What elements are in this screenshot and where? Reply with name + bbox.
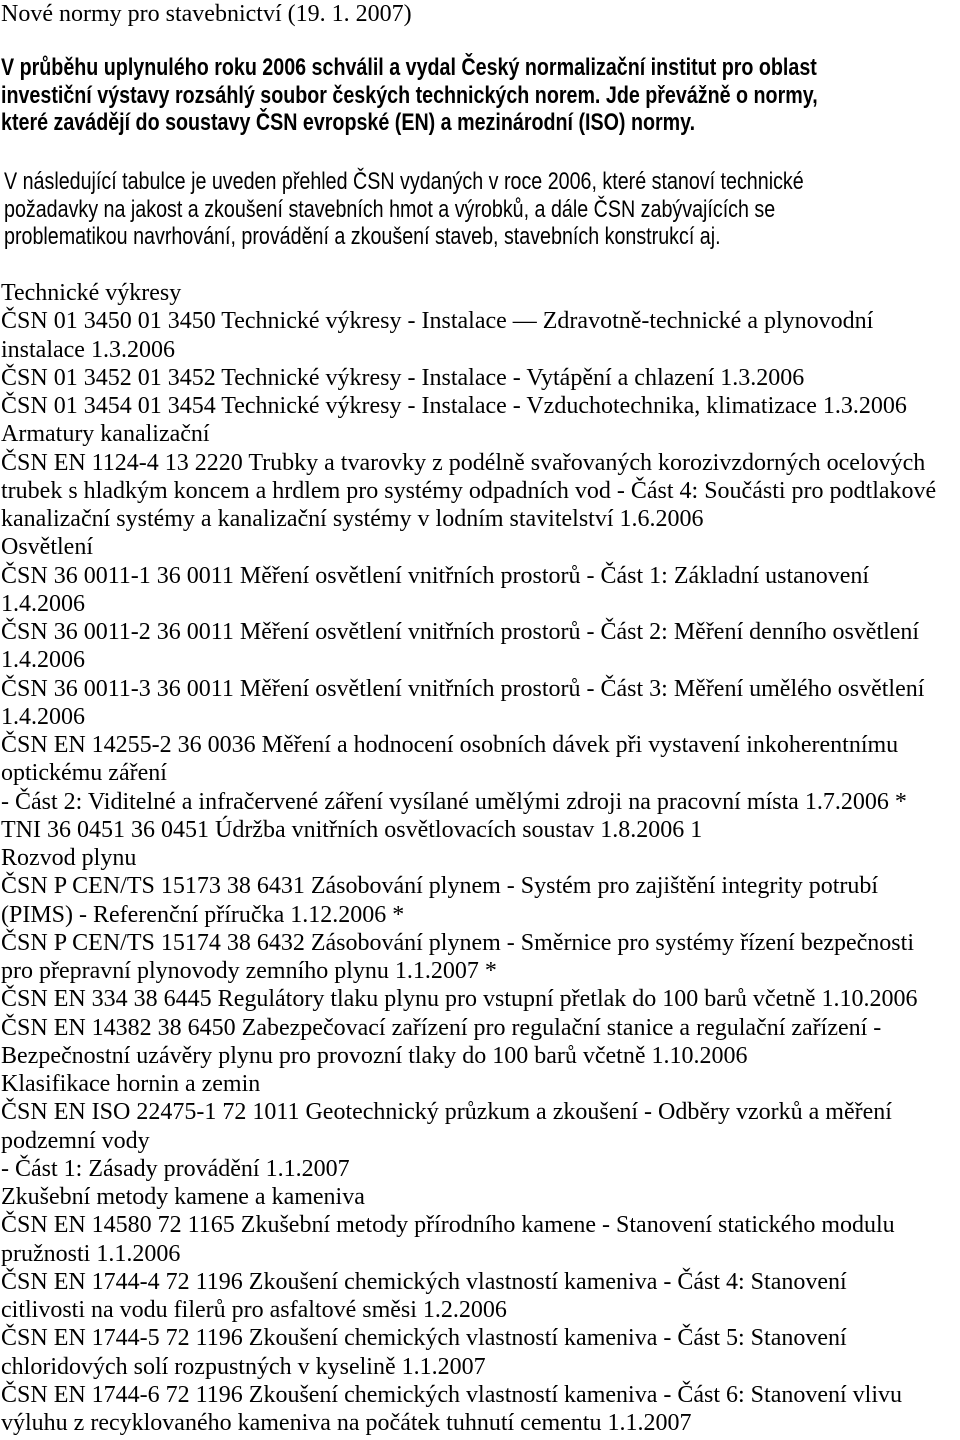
standard-entry — [1, 562, 936, 619]
standard-line: (PIMS) - Referenční příručka 1.12.2006 * — [1, 901, 405, 928]
standard-entry — [1, 1014, 936, 1071]
standards-list — [1, 279, 936, 1437]
section-heading: Osvětlení — [1, 534, 93, 561]
section-heading: Armatury kanalizační — [1, 421, 210, 448]
standard-entry — [1, 392, 936, 420]
section-heading: Rozvod plynu — [1, 845, 137, 871]
standard-entry — [1, 1211, 936, 1268]
standard-line: ČSN EN ISO 22475-1 72 1011 Geotechnický průzkum a zkoušení - Odběry vzorků a měření — [1, 1099, 892, 1126]
section-stone-aggregate-testing — [1, 1183, 936, 1437]
section-rock-soil-classification — [1, 1070, 936, 1183]
standard-entry — [1, 1098, 936, 1183]
section-lighting — [1, 533, 936, 844]
lead-line: problematikou navrhování, provádění a zkoušení staveb, stavebních konstrukcí aj. — [4, 223, 721, 250]
standard-line: ČSN EN 14255-2 36 0036 Měření a hodnocení osobních dávek při vystavení inkoherentnímu — [1, 732, 899, 758]
standard-line: kanalizační systémy a kanalizační systémy v lodním stavitelství 1.6.2006 — [1, 506, 704, 532]
section-sewer-fittings — [1, 420, 936, 533]
standard-line: ČSN EN 14382 38 6450 Zabezpečovací zařízení pro regulační stanice a regulační zařízení - — [1, 1014, 882, 1041]
standard-entry — [1, 675, 936, 732]
section-heading: Klasifikace hornin a zemin — [1, 1071, 261, 1097]
standard-line: výluhu z recyklovaného kameniva na počátek tuhnutí cementu 1.1.2007 — [1, 1410, 692, 1436]
intro-line: investiční výstavy rozsáhlý soubor českých technických norem. Jde převážně o normy, — [1, 81, 818, 109]
standard-line: optickému záření — [1, 760, 167, 787]
standard-line: ČSN EN 1744-6 72 1196 Zkoušení chemických vlastností kameniva - Část 6: Stanovení vlivu — [1, 1381, 902, 1408]
standard-line: ČSN 01 3452 01 3452 Technické výkresy - Instalace - Vytápění a chlazení 1.3.2006 — [1, 364, 805, 391]
standard-line: ČSN 36 0011-2 36 0011 Měření osvětlení vnitřních prostorů - Část 2: Měření denního osvětlení — [1, 619, 920, 645]
standard-line: podzemní vody — [1, 1127, 150, 1154]
standard-entry — [1, 364, 936, 392]
standard-entry — [1, 1324, 936, 1381]
intro-paragraph — [1, 54, 960, 137]
standard-line: instalace 1.3.2006 — [1, 336, 175, 363]
standard-entry — [1, 731, 936, 816]
standard-line: ČSN EN 14580 72 1165 Zkušební metody přírodního kamene - Stanovení statického modulu — [1, 1212, 895, 1239]
standard-line: ČSN EN 1744-5 72 1196 Zkoušení chemických vlastností kameniva - Část 5: Stanovení — [1, 1325, 847, 1352]
standard-line: ČSN P CEN/TS 15173 38 6431 Zásobování plynem - Systém pro zajištění integrity potrubí — [1, 873, 879, 900]
lead-paragraph — [4, 168, 960, 251]
standard-line: ČSN 36 0011-1 36 0011 Měření osvětlení vnitřních prostorů - Část 1: Základní ustanovení — [1, 562, 870, 589]
standard-line: Bezpečnostní uzávěry plynu pro provozní tlaky do 100 barů včetně 1.10.2006 — [1, 1042, 748, 1069]
standard-line: - Část 2: Viditelné a infračervené záření vysílané umělými zdroji na pracovní místa 1.7.2006 * — [1, 788, 907, 815]
standard-entry — [1, 816, 936, 844]
standard-entry — [1, 618, 936, 675]
lead-line: V následující tabulce je uveden přehled ČSN vydaných v roce 2006, které stanoví technické — [4, 168, 804, 195]
standard-entry — [1, 872, 936, 929]
intro-line: které zavádějí do soustavy ČSN evropské (EN) a mezinárodní (ISO) normy. — [1, 109, 696, 136]
standard-line: 1.4.2006 — [1, 703, 85, 730]
section-technical-drawings — [1, 279, 936, 420]
standard-line: 1.4.2006 — [1, 647, 85, 674]
standard-line: pružnosti 1.1.2006 — [1, 1240, 181, 1267]
standard-line: ČSN EN 1124-4 13 2220 Trubky a tvarovky z podélně svařovaných korozivzdorných ocelových — [1, 449, 926, 476]
standard-line: ČSN 01 3454 01 3454 Technické výkresy - Instalace - Vzduchotechnika, klimatizace 1.3.2006 — [1, 393, 907, 419]
standard-line: citlivosti na vodu filerů pro asfaltové směsi 1.2.2006 — [1, 1297, 507, 1323]
standard-entry — [1, 985, 936, 1013]
standard-line: 1.4.2006 — [1, 590, 85, 617]
standard-line: ČSN 01 3450 01 3450 Technické výkresy - Instalace — Zdravotně-technické a plynovodní — [1, 308, 874, 335]
standard-line: ČSN P CEN/TS 15174 38 6432 Zásobování plynem - Směrnice pro systémy řízení bezpečnosti — [1, 929, 914, 956]
standard-entry — [1, 307, 936, 364]
standard-line: pro přepravní plynovody zemního plynu 1.1.2007 * — [1, 958, 497, 984]
standard-line: - Část 1: Zásady provádění 1.1.2007 — [1, 1155, 350, 1182]
standard-entry — [1, 1381, 936, 1438]
section-gas-distribution — [1, 844, 936, 1070]
standard-entry — [1, 449, 936, 534]
standard-line: trubek s hladkým koncem a hrdlem pro systémy odpadních vod - Část 4: Součásti pro podtlakové — [1, 477, 937, 504]
page-title: Nové normy pro stavebnictví (19. 1. 2007) — [1, 1, 412, 27]
section-heading: Technické výkresy — [1, 280, 182, 306]
section-heading: Zkušební metody kamene a kameniva — [1, 1184, 365, 1210]
lead-line: požadavky na jakost a zkoušení stavebních hmot a výrobků, a dále ČSN zabývajících se — [4, 195, 776, 223]
standard-line: TNI 36 0451 36 0451 Údržba vnitřních osvětlovacích soustav 1.8.2006 1 — [1, 816, 703, 843]
standard-entry — [1, 1268, 936, 1325]
intro-line: V průběhu uplynulého roku 2006 schválil a vydal Český normalizační institut pro oblast — [1, 54, 817, 81]
standard-line: ČSN EN 1744-4 72 1196 Zkoušení chemických vlastností kameniva - Část 4: Stanovení — [1, 1268, 847, 1295]
standard-entry — [1, 929, 936, 986]
standard-line: chloridových solí rozpustných v kyselině 1.1.2007 — [1, 1353, 486, 1380]
standard-line: ČSN 36 0011-3 36 0011 Měření osvětlení vnitřních prostorů - Část 3: Měření umělého osvětlení — [1, 675, 925, 702]
standard-line: ČSN EN 334 38 6445 Regulátory tlaku plynu pro vstupní přetlak do 100 barů včetně 1.10.2006 — [1, 986, 918, 1013]
